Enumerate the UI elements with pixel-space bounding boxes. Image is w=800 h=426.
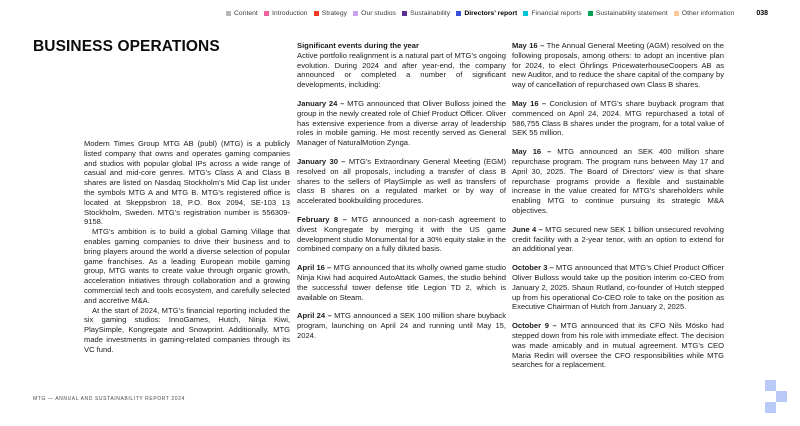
- event-date: October 3 –: [512, 263, 554, 273]
- event-paragraph: February 8 – MTG announced a non-cash agreement to divest Kongregate by merging it with the US game development studio Monumental for a 30% equity stake in the combined company on a fully diluted basis.: [297, 214, 506, 254]
- nav-item-label: Our studios: [361, 10, 396, 17]
- event-paragraph: January 30 – MTG’s Extraordinary General Meeting (EGM) resolved on all proposals, including a transfer of class B shares to the sellers of PlaySimple as well as transfers of class B shares on a regulated market or by way of accelerated bookbuilding procedures.: [297, 156, 507, 206]
- logo-square: [765, 402, 776, 413]
- events-list-2: [512, 41, 724, 370]
- section-color-swatch-icon: [456, 11, 461, 16]
- event-paragraph: June 4 – MTG secured new SEK 1 billion unsecured revolving credit facility with a 2-year tenor, with an option to extend for an additional year.: [512, 224, 725, 254]
- nav-item-label: Other information: [681, 10, 735, 17]
- nav-item-label: Content: [234, 10, 258, 17]
- top-nav: [226, 10, 768, 17]
- event-paragraph: May 16 – The Annual General Meeting (AGM) resolved on the following proposals, among others: to adopt an incentive plan for 2024, to elect Öhrlings PricewaterhouseCoopers AB as new Auditor, and to reduce the share capital of the company by way of cancellation of repurchased own Class B shares.: [512, 41, 724, 90]
- nav-item-label: Sustainability: [410, 10, 451, 17]
- events-column-1: [297, 41, 506, 341]
- section-color-swatch-icon: [588, 11, 593, 16]
- page-title: BUSINESS OPERATIONS: [33, 38, 220, 55]
- nav-item-label: Strategy: [321, 10, 347, 17]
- nav-items: [226, 10, 734, 17]
- intro-column: [84, 139, 290, 355]
- section-intro: Active portfolio realignment is a natural part of MTG’s ongoing evolution. During 2024 and after year-end, the company announced or completed a number of significant developments, including:: [297, 50, 506, 90]
- event-date: April 16 –: [297, 263, 332, 273]
- nav-item-label: Introduction: [271, 10, 308, 17]
- event-paragraph: January 24 – MTG announced that Oliver Bulloss joined the group in the newly created role of Chief Product Officer. Oliver has extensive experience from a diverse array of leadership roles in mobile gaming. He most recently served as General Manager of NaturalMotion Zynga.: [297, 98, 506, 148]
- section-color-swatch-icon: [226, 11, 231, 16]
- logo-square: [765, 380, 776, 391]
- event-paragraph: April 24 – MTG announced a SEK 100 million share buyback program, launching on April 24 and running until May 15, 2024.: [297, 311, 506, 340]
- nav-item-our-studios[interactable]: [353, 10, 396, 17]
- body-paragraph: MTG’s ambition is to build a global Gaming Village that enables gaming companies to drive their business and to bring players around the world a diverse selection of popular game franchises. As a leading European mobile gaming group, MTG wants to create value through organic growth, acceleration initiatives through collaboration and a growing commercial tech and tools ecosystem, and carefully selected and accretive M&A.: [84, 227, 290, 305]
- nav-item-sustainability-statement[interactable]: [588, 10, 668, 17]
- nav-item-content[interactable]: [226, 10, 258, 17]
- body-paragraph: Modern Times Group MTG AB (publ) (MTG) is a publicly listed company that owns and operates gaming companies and studios with popular global IPs across a wide range of casual and mid-core genres. MTG’s Class A and Class B shares are listed on Nasdaq Stockholm’s Mid Cap list under the symbols MTG A and MTG B. MTG’s registered office is located at Skeppsbron 18, P.O. Box 2094, SE-103 13 Stockholm, Sweden. MTG’s registration number is 556309-9158.: [84, 139, 290, 227]
- event-date: May 16 –: [512, 147, 552, 157]
- section-color-swatch-icon: [402, 11, 407, 16]
- nav-item-label: Sustainability statement: [595, 10, 668, 17]
- logo-square: [776, 391, 787, 402]
- event-date: October 9 –: [512, 321, 557, 331]
- event-paragraph: May 16 – Conclusion of MTG’s share buyback program that commenced on April 24, 2024. MTG repurchased a total of 586,755 Class B shares under the program, for a total value of SEK 55 million.: [512, 98, 724, 138]
- event-date: April 24 –: [297, 311, 332, 321]
- events-list-1: [297, 99, 506, 341]
- section-color-swatch-icon: [264, 11, 269, 16]
- event-date: May 16 –: [512, 98, 547, 108]
- nav-item-label: Directors’ report: [464, 10, 518, 17]
- event-paragraph: October 3 – MTG announced that MTG’s Chief Product Officer Oliver Bulloss would take up the position interim co-CEO from January 2, 2025. Shaun Rutland, co-founder of Hutch stepped up from his operational Co-CEO role to take on the position as Executive Chairman of Hutch from January 2, 2025.: [512, 263, 725, 312]
- section-color-swatch-icon: [353, 11, 358, 16]
- body-paragraph: At the start of 2024, MTG’s financial reporting included the six gaming studios: InnoGames, Hutch, Ninja Kiwi, PlaySimple, Kongregate and Snowprint. Additionally, MTG made investments in gaming-related companies through its VC fund.: [84, 305, 290, 354]
- section-heading: Significant events during the year: [297, 41, 419, 50]
- event-date: May 16 –: [512, 41, 545, 50]
- event-date: January 30 –: [297, 156, 346, 166]
- section-color-swatch-icon: [314, 11, 319, 16]
- nav-item-financial-reports[interactable]: [523, 10, 581, 17]
- nav-item-label: Financial reports: [531, 10, 582, 17]
- footer-report-title: MTG — ANNUAL AND SUSTAINABILITY REPORT 2024: [33, 396, 185, 402]
- event-date: June 4 –: [512, 224, 543, 234]
- section-color-swatch-icon: [523, 11, 528, 16]
- page-number: 038: [756, 10, 768, 17]
- event-date: February 8 –: [297, 214, 347, 224]
- nav-item-sustainability[interactable]: [402, 10, 450, 17]
- section-color-swatch-icon: [674, 11, 679, 16]
- events-column-2: [512, 41, 724, 370]
- event-paragraph: October 9 – MTG announced that its CFO Nils Mösko had stepped down from his role with immediate effect. The decision was made amicably and in mutual agreement. MTG’s CEO Maria Redin will oversee the CFO responsibilities while MTG searches for a replacement.: [512, 321, 725, 370]
- nav-item-other-information[interactable]: [674, 10, 735, 17]
- mtg-pixel-logo-icon: [764, 380, 787, 412]
- event-date: January 24 –: [297, 98, 345, 108]
- nav-item-introduction[interactable]: [264, 10, 308, 17]
- event-paragraph: April 16 – MTG announced that its wholly owned game studio Ninja Kiwi had acquired AutoAttack Games, the studio behind the successful tower defense title Legion TD 2, which is available on Steam.: [297, 263, 506, 302]
- nav-item-strategy[interactable]: [314, 10, 347, 17]
- event-paragraph: May 16 – MTG announced an SEK 400 million share repurchase program. The program runs between May 17 and April 30, 2025. The Board of Directors’ view is that share repurchase programs provide a flexible and sustainable increase in the value created for MTG’s shareholders while enabling MTG to continue pursuing its strategic M&A objectives.: [512, 147, 724, 215]
- nav-item-directors-report[interactable]: [456, 10, 517, 17]
